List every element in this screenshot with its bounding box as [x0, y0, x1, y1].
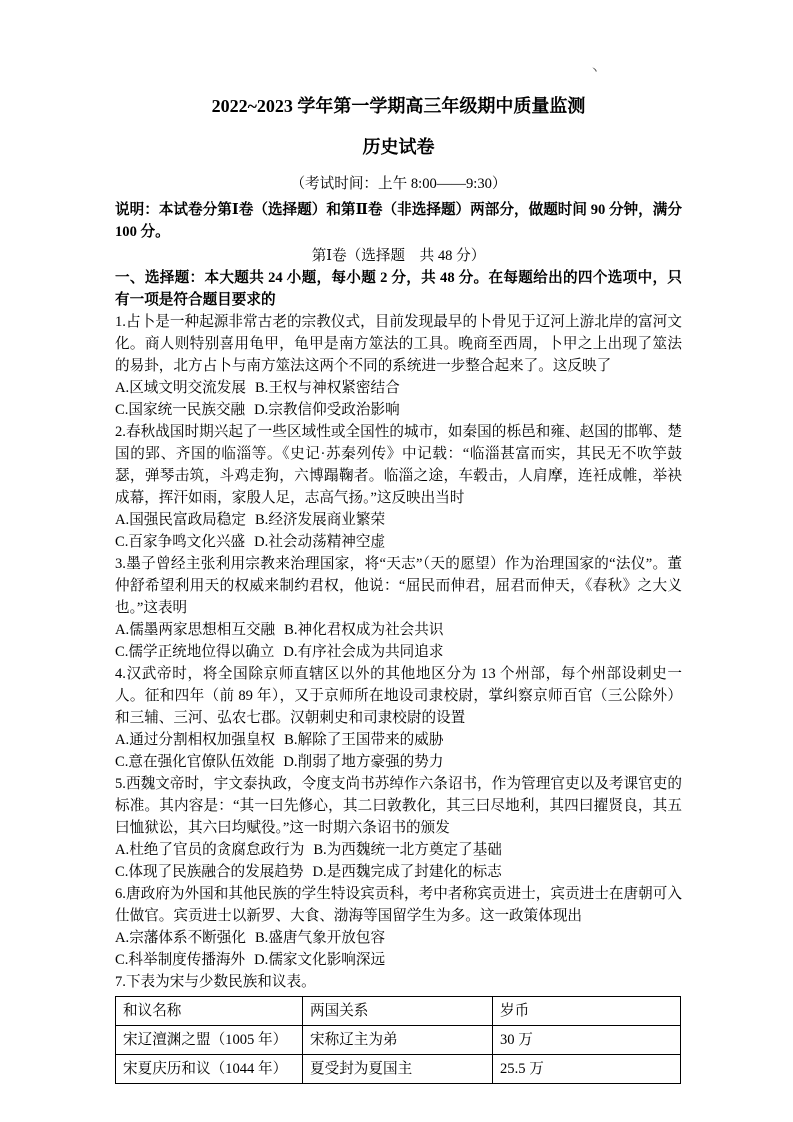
option-d: D.儒家文化影响深远	[254, 952, 386, 968]
option-row	[115, 531, 682, 553]
table-header-row	[116, 997, 681, 1026]
question-4	[115, 663, 682, 773]
option-c: C.国家统一民族交融	[115, 402, 246, 418]
option-row	[115, 949, 682, 971]
question-stem: 6.唐政府为外国和其他民族的学生特设宾贡科，考中者称宾贡进士，宾贡进士在唐朝可入仕做官。宾贡进士以新罗、大食、渤海等国留学生为多。这一政策体现出	[115, 886, 682, 924]
option-c: C.科举制度传播海外	[115, 952, 246, 968]
section-1-directions: 一、选择题：本大题共 24 小题，每小题 2 分，共 48 分。在每题给出的四个选项中，只有一项是符合题目要求的	[115, 270, 682, 308]
question-3	[115, 553, 682, 663]
option-c: C.百家争鸣文化兴盛	[115, 534, 246, 550]
table-cell: 宋称辽主为弟	[303, 1026, 493, 1055]
option-row	[115, 729, 682, 751]
option-b: B.为西魏统一北方奠定了基础	[313, 842, 502, 858]
question-2	[115, 421, 682, 553]
option-d: D.是西魏完成了封建化的标志	[312, 864, 502, 880]
option-b: B.神化君权成为社会共识	[284, 622, 444, 638]
table-header-cell: 岁币	[493, 997, 681, 1026]
instructions	[115, 199, 682, 243]
option-row	[115, 509, 682, 531]
option-b: B.解除了王国带来的威胁	[284, 732, 444, 748]
section-1-header: 第Ⅰ卷（选择题 共 48 分）	[311, 248, 486, 264]
option-a: A.杜绝了官员的贪腐怠政行为	[115, 842, 305, 858]
option-d: D.社会动荡精神空虚	[254, 534, 386, 550]
option-row	[115, 641, 682, 663]
option-row	[115, 927, 682, 949]
option-row	[115, 619, 682, 641]
question-7-table	[115, 996, 681, 1084]
table-header-cell: 和议名称	[116, 997, 303, 1026]
option-c: C.儒学正统地位得以确立	[115, 644, 275, 660]
question-stem: 7.下表为宋与少数民族和议表。	[115, 974, 316, 990]
table-row	[116, 1026, 681, 1055]
table-cell: 30 万	[493, 1026, 681, 1055]
question-stem: 5.西魏文帝时，宇文泰执政，令度支尚书苏绰作六条诏书，作为管理官吏以及考课官吏的标准。其内容是：“其一曰先修心，其二曰敦教化，其三曰尽地利，其四曰擢贤良，其五曰恤狱讼，其六曰均赋役。”这一时期六条诏书的颁发	[115, 776, 682, 836]
option-d: D.有序社会成为共同追求	[283, 644, 444, 660]
stray-ink-mark: 丶	[589, 65, 600, 77]
question-1	[115, 311, 682, 421]
option-row	[115, 399, 682, 421]
option-a: A.宗藩体系不断强化	[115, 930, 246, 946]
table-cell: 夏受封为夏国主	[303, 1055, 493, 1084]
option-a: A.国强民富政局稳定	[115, 512, 246, 528]
exam-time: （考试时间：上午 8:00——9:30）	[290, 176, 507, 192]
option-a: A.通过分割相权加强皇权	[115, 732, 276, 748]
option-row	[115, 751, 682, 773]
option-d: D.削弱了地方豪强的势力	[283, 754, 444, 770]
option-c: C.意在强化官僚队伍效能	[115, 754, 275, 770]
document-subtitle: 历史试卷	[362, 137, 435, 157]
document-title: 2022~2023 学年第一学期高三年级期中质量监测	[211, 96, 586, 116]
instructions-label: 说明：	[115, 202, 159, 218]
option-row	[115, 839, 682, 861]
table-row	[116, 1055, 681, 1084]
option-b: B.王权与神权紧密结合	[254, 380, 400, 396]
option-row	[115, 377, 682, 399]
option-a: A.区域文明交流发展	[115, 380, 246, 396]
question-5	[115, 773, 682, 883]
option-b: B.盛唐气象开放包容	[254, 930, 386, 946]
table-header-cell: 两国关系	[303, 997, 493, 1026]
table-cell: 宋辽澶渊之盟（1005 年）	[116, 1026, 303, 1055]
option-d: D.宗教信仰受政治影响	[254, 402, 400, 418]
question-stem: 2.春秋战国时期兴起了一些区域性或全国性的城市，如秦国的栎邑和雍、赵国的邯郸、楚国的郢、齐国的临淄等。《史记·苏秦列传》中记载：“临淄甚富而实，其民无不吹竽鼓瑟，弹琴击筑，斗鸡走狗，六博蹋鞠者。临淄之途，车毂击，人肩摩，连衽成帷，举袂成幕，挥汗如雨，家殷人足，志高气扬。”这反映出当时	[115, 424, 682, 506]
option-row	[115, 861, 682, 883]
question-stem: 4.汉武帝时，将全国除京师直辖区以外的其他地区分为 13 个州部，每个州部设刺史一人。征和四年（前 89 年），又于京师所在地设司隶校尉，掌纠察京师百官（三公除外）和三辅、三河、弘农七郡。汉朝刺史和司隶校尉的设置	[115, 666, 682, 726]
question-stem: 1.占卜是一种起源非常古老的宗教仪式，目前发现最早的卜骨见于辽河上游北岸的富河文化。商人则特别喜用龟甲，龟甲是南方筮法的工具。晚商至西周，卜甲之上出现了筮法的易卦，北方占卜与南方筮法这两个不同的系统进一步整合起来了。这反映了	[115, 314, 682, 374]
table-cell: 宋夏庆历和议（1044 年）	[116, 1055, 303, 1084]
instructions-text: 本试卷分第Ⅰ卷（选择题）和第Ⅱ卷（非选择题）两部分，做题时间 90 分钟，满分 100 分。	[115, 202, 682, 240]
option-c: C.体现了民族融合的发展趋势	[115, 864, 304, 880]
table-cell: 25.5 万	[493, 1055, 681, 1084]
option-a: A.儒墨两家思想相互交融	[115, 622, 276, 638]
option-b: B.经济发展商业繁荣	[254, 512, 386, 528]
question-7	[115, 971, 682, 1084]
question-stem: 3.墨子曾经主张利用宗教来治理国家，将“天志”（天的愿望）作为治理国家的“法仪”。董仲舒希望利用天的权威来制约君权，他说：“屈民而伸君，屈君而伸天，《春秋》之大义也。”这表明	[115, 556, 682, 616]
question-6	[115, 883, 682, 971]
